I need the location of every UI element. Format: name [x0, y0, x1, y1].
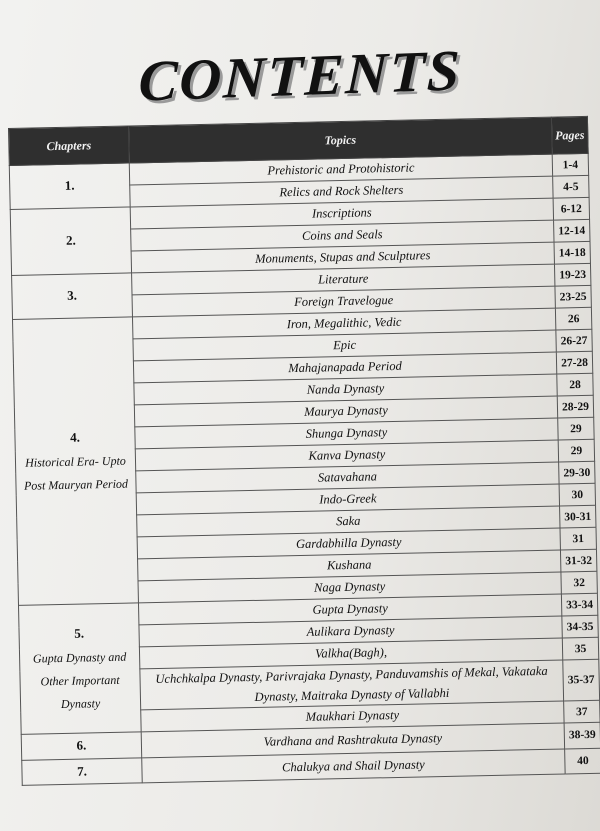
- pages-cell: 38-39: [564, 722, 600, 748]
- pages-cell: 31: [560, 527, 596, 550]
- topic-cell: Inscriptions: [130, 198, 553, 229]
- contents-table: [8, 116, 600, 786]
- pages-cell: 31-32: [560, 549, 596, 572]
- topic-cell: Coins and Seals: [131, 220, 554, 251]
- topic-cell: Foreign Travelogue: [132, 286, 555, 317]
- pages-cell: 35: [562, 637, 598, 660]
- chapter-number: 5.: [74, 625, 85, 642]
- pages-cell: 40: [565, 748, 600, 774]
- pages-cell: 28-29: [557, 395, 593, 418]
- topic-cell: Chalukya and Shail Dynasty: [142, 749, 565, 784]
- topic-cell: Literature: [132, 264, 555, 295]
- pages-cell: 29: [558, 417, 594, 440]
- topic-cell: Iron, Megalithic, Vedic: [132, 308, 555, 339]
- page-title: CONTENTS: [137, 37, 463, 114]
- topic-cell: Vardhana and Rashtrakuta Dynasty: [141, 723, 564, 758]
- pages-cell: 29-30: [559, 461, 595, 484]
- topic-cell: Gupta Dynasty: [138, 594, 561, 625]
- chapter-name: Historical Era- Upto Post Mauryan Period: [23, 453, 129, 493]
- topic-cell: Mahajanapada Period: [133, 352, 556, 383]
- chapter-cell: [18, 603, 141, 734]
- topic-cell: Kushana: [138, 550, 561, 581]
- chapter-number: 6.: [76, 737, 87, 753]
- pages-cell: 29: [558, 439, 594, 462]
- chapter-cell: [10, 207, 131, 275]
- chapter-number: 4.: [69, 429, 81, 446]
- header-topics: Topics: [128, 117, 552, 163]
- pages-cell: 34-35: [562, 615, 598, 638]
- topic-cell: Maurya Dynasty: [134, 396, 557, 427]
- chapter-cell: [12, 273, 133, 320]
- contents-body: [9, 153, 600, 785]
- pages-cell: 27-28: [556, 351, 592, 374]
- header-pages: Pages: [551, 116, 588, 154]
- chapter-number: 1.: [64, 177, 75, 193]
- topic-cell: Prehistoric and Protohistoric: [129, 154, 552, 185]
- topic-cell: Gardabhilla Dynasty: [137, 528, 560, 559]
- chapter-number: 2.: [65, 232, 76, 248]
- pages-cell: 33-34: [561, 593, 597, 616]
- chapter-name: Gupta Dynasty and Other Important Dynasty: [32, 649, 127, 711]
- pages-cell: 14-18: [554, 241, 590, 264]
- pages-cell: 26: [555, 307, 591, 330]
- chapter-number: 7.: [76, 763, 88, 779]
- topic-cell: Shunga Dynasty: [135, 418, 558, 449]
- topic-cell: Epic: [133, 330, 556, 361]
- chapter-cell: [21, 732, 142, 760]
- chapter-cell: [13, 317, 139, 605]
- topic-cell: Monuments, Stupas and Sculptures: [131, 242, 554, 273]
- topic-cell: Satavahana: [136, 462, 559, 493]
- topic-cell: Kanva Dynasty: [135, 440, 558, 471]
- pages-cell: 23-25: [555, 285, 591, 308]
- pages-cell: 35-37: [563, 659, 600, 701]
- pages-cell: 32: [561, 571, 597, 594]
- topic-cell: Relics and Rock Shelters: [130, 176, 553, 207]
- topic-cell: Uchchkalpa Dynasty, Parivrajaka Dynasty, Panduvamshis of Mekal, Vakataka Dynasty, Maitraka Dynasty of Vallabhi: [140, 660, 564, 710]
- chapter-cell: [22, 758, 143, 786]
- pages-cell: 12-14: [554, 219, 590, 242]
- topic-cell: Valkha(Bagh),: [139, 638, 562, 669]
- pages-cell: 28: [557, 373, 593, 396]
- topic-cell: Naga Dynasty: [138, 572, 561, 603]
- header-chapters: Chapters: [9, 126, 130, 166]
- pages-cell: 4-5: [553, 175, 589, 198]
- pages-cell: 37: [564, 700, 600, 723]
- pages-cell: 1-4: [552, 153, 588, 176]
- chapter-cell: [9, 163, 130, 210]
- topic-cell: Maukhari Dynasty: [141, 701, 564, 732]
- pages-cell: 30: [559, 483, 595, 506]
- pages-cell: 26-27: [556, 329, 592, 352]
- chapter-number: 3.: [66, 287, 78, 303]
- pages-cell: 6-12: [553, 197, 589, 220]
- topic-cell: Aulikara Dynasty: [139, 616, 562, 647]
- pages-cell: 30-31: [560, 505, 596, 528]
- topic-cell: Nanda Dynasty: [134, 374, 557, 405]
- topic-cell: Indo-Greek: [136, 484, 559, 515]
- topic-cell: Saka: [137, 506, 560, 537]
- pages-cell: 19-23: [554, 263, 590, 286]
